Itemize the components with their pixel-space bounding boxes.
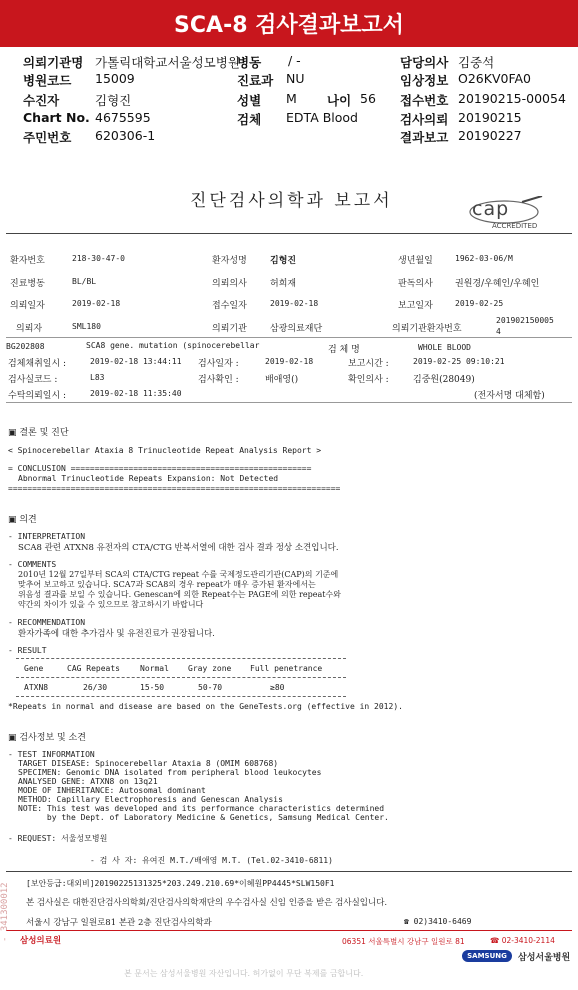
certification-line: 본 검사실은 대한진단검사의학회/진단검사의학재단의 우수검사실 신임 인증을 받은 검사실입니다. [26, 898, 388, 908]
smc-logo-text: 삼성서울병원 [518, 953, 571, 963]
requester-value: SML180 [72, 322, 101, 331]
hospital-code-value: 15009 [95, 71, 135, 86]
cap-accredited-logo [466, 196, 546, 232]
section-conclusion: ▣ 결론 및 진단 [8, 428, 69, 438]
lab-code-value: L83 [90, 373, 105, 382]
requesting-institution-label: 의뢰기관 [212, 324, 247, 334]
table-header-fullpen: Full penetrance [250, 664, 323, 673]
interpretation-text: SCA8 관련 ATXN8 유전자의 CTA/CTG 반복서열에 대한 검사 결과 정상 소견입니다. [18, 543, 339, 553]
test-date-label: 검사일자 : [198, 359, 239, 369]
test-confirm-value: 배애영() [265, 375, 299, 385]
id-value: 620306-1 [95, 128, 156, 143]
confirm-doctor-label: 확인의사 : [348, 375, 389, 385]
comments-line-3: 위음성 결과를 보일 수 있습니다. Genescan에 의한 Repeat수는 PAGE에 의한 repeat수와 [18, 590, 341, 599]
collection-time-value: 2019-02-18 13:44:11 [90, 357, 182, 366]
interpretation-heading: - INTERPRETATION [8, 532, 86, 541]
patient-value: 김형진 [95, 93, 132, 108]
institution-label: 의뢰기관명 [23, 55, 84, 70]
age-label: 나이 [327, 93, 352, 108]
sex-label: 성별 [237, 93, 262, 108]
commission-time-label: 수탁의뢰일시 : [8, 391, 67, 401]
dob-label: 생년월일 [398, 256, 433, 266]
institution-patient-no-tail: 4 [496, 327, 501, 336]
cap-text: cap [472, 198, 510, 220]
report-time-label: 보고시간 : [348, 359, 389, 369]
table-cell-normal: 15-50 [140, 683, 165, 692]
comments-heading: - COMMENTS [8, 560, 57, 569]
test-info-line-2: SPECIMEN: Genomic DNA isolated from peripheral blood leukocytes [18, 768, 322, 777]
test-info-heading: - TEST INFORMATION [8, 750, 95, 759]
analysis-report-title: < Spinocerebellar Ataxia 8 Trinucleotide Repeat Analysis Report > [8, 446, 322, 455]
lab-code-label: 검사실코드 : [8, 375, 58, 385]
request-date-value: 2019-02-18 [72, 299, 121, 308]
clinical-value: O26KV0FA0 [458, 71, 531, 86]
table-header-normal: Normal [140, 664, 169, 673]
lab-phone: ☎ 02)3410-6469 [404, 917, 472, 926]
referring-doctor-label: 의뢰의사 [212, 279, 247, 289]
test-info-line-3: ANALYSED GENE: ATXN8 on 13q21 [18, 777, 158, 786]
patient-label: 수진자 [23, 93, 60, 108]
comments-line-4: 약간의 차이가 있을 수 있으므로 참고하시기 바랍니다 [18, 600, 204, 609]
test-date-value: 2019-02-18 [265, 357, 314, 366]
section-test-info: ▣ 검사정보 및 소견 [8, 733, 86, 743]
report-title: SCA-8 검사결과보고서 [0, 0, 578, 47]
footer-phone: ☎ 02-3410-2114 [490, 936, 555, 945]
institution-patient-no-label: 의뢰기관환자번호 [392, 324, 462, 334]
result-heading: - RESULT [8, 646, 47, 655]
commission-time-value: 2019-02-18 11:35:40 [90, 389, 182, 398]
samsung-logo: SAMSUNG [462, 950, 512, 962]
comments-line-2: 맞추어 보고하고 있습니다. SCA7과 SCA8의 경우 repeat가 매우 증가된 환자에서는 [18, 580, 316, 589]
test-code: BG202808 [6, 342, 45, 351]
request-label: 검사의뢰 [400, 112, 449, 127]
collection-time-label: 검체채취일시 : [8, 359, 67, 369]
reading-doctor-label: 판독의사 [398, 279, 433, 289]
hospital-code-label: 병원코드 [23, 73, 72, 88]
section-opinion: ▣ 의견 [8, 515, 37, 525]
test-info-line-6: NOTE: This test was developed and its performance characteristics determined [18, 804, 385, 813]
report-date-label: 결과보고 [400, 130, 449, 145]
referring-doctor-value: 허희재 [270, 279, 297, 289]
conclusion-text: Abnormal Trinucleotide Repeats Expansion: Not Detected [18, 474, 279, 483]
receipt-label: 접수번호 [400, 93, 449, 108]
table-header-gene: Gene [24, 664, 44, 673]
table-cell-cag: 26/30 [83, 683, 108, 692]
receipt-value: 20190215-00054 [458, 91, 566, 106]
doctor-label: 담당의사 [400, 55, 449, 70]
dept-value: NU [286, 71, 305, 86]
conclusion-heading: = CONCLUSION ================================================== [8, 464, 312, 473]
footer-address: 06351 서울특별시 강남구 일원로 81 [342, 937, 465, 946]
copyright-notice: 본 문서는 삼성서울병원 자산입니다. 허가없이 무단 복제를 금합니다. [124, 969, 364, 978]
receipt-date-label: 접수일자 [212, 301, 247, 311]
document-title: 진단검사의학과 보고서 [190, 191, 393, 211]
scanned-report [0, 170, 578, 990]
age-value: 56 [360, 91, 376, 106]
test-info-line-7: by the Dept. of Laboratory Medicine & Genetics, Samsung Medical Center. [18, 813, 389, 822]
specimen-name-value: WHOLE BLOOD [418, 343, 471, 352]
patient-no-label: 환자번호 [10, 256, 45, 266]
sex-value: M [286, 91, 297, 106]
ward-label: 병동 [237, 55, 262, 70]
test-confirm-label: 검사확인 : [198, 375, 239, 385]
ward-value-2: BL/BL [72, 277, 97, 286]
clinical-label: 임상정보 [400, 73, 449, 88]
cap-subtext: ACCREDITED [492, 222, 538, 230]
request-date-label: 의뢰일자 [10, 301, 45, 311]
specimen-label: 검체 [237, 112, 262, 127]
receipt-date-value: 2019-02-18 [270, 299, 319, 308]
lab-address: 서울시 강남구 일원로81 본관 2층 진단검사의학과 [26, 918, 212, 928]
report-time-value: 2019-02-25 09:10:21 [413, 357, 505, 366]
patient-no-value: 218-30-47-0 [72, 254, 125, 263]
test-info-line-5: METHOD: Capillary Electrophoresis and Genescan Analysis [18, 795, 283, 804]
side-watermark: - 341300012 [0, 882, 10, 942]
recommendation-heading: - RECOMMENDATION [8, 618, 86, 627]
report-date-label-2: 보고일자 [398, 301, 433, 311]
conclusion-rule: ===================================================================== [8, 484, 341, 493]
patient-name-label: 환자성명 [212, 256, 247, 266]
request-line: - REQUEST: 서울성모병원 [8, 834, 108, 843]
patient-name-value: 김형진 [270, 256, 297, 266]
table-cell-grayzone: 50-70 [198, 683, 223, 692]
dept-label: 진료과 [237, 73, 274, 88]
reading-doctor-value: 권원경/우혜인/우혜인 [455, 279, 540, 289]
table-cell-fullpen: ≥80 [270, 683, 285, 692]
requesting-institution-value: 삼광의료재단 [270, 324, 323, 334]
test-info-line-4: MODE OF INHERITANCE: Autosomal dominant [18, 786, 206, 795]
security-line: [보안등급:대외비]20190225131325*203.249.210.69*이혜원PP4445*SLW150F1 [26, 879, 335, 888]
ward-label-2: 진료병동 [10, 279, 45, 289]
specimen-name-label: 검 체 명 [328, 345, 360, 355]
test-name: SCA8 gene. mutation (spinocerebellar [86, 341, 260, 350]
report-date-value: 20190227 [458, 128, 522, 143]
comments-line-1: 2010년 12월 27일부터 SCA의 CTA/CTG repeat 수를 국제정도관리기관(CAP)의 기준에 [18, 570, 339, 579]
institution-patient-no-value: 201902150005 [496, 316, 554, 325]
footer-brand: 삼성의료원 [20, 936, 62, 946]
table-cell-gene: ATXN8 [24, 683, 49, 692]
table-header-grayzone: Gray zone [188, 664, 232, 673]
table-header-cag: CAG Repeats [67, 664, 120, 673]
request-value: 20190215 [458, 110, 522, 125]
doctor-value: 김중석 [458, 55, 495, 70]
institution-value: 가톨릭대학교서울성모병원 [95, 55, 240, 70]
tester-line: - 검 사 자: 유여진 M.T./배애영 M.T. (Tel.02-3410-6811) [90, 856, 333, 865]
e-signature-note: (전자서명 대체함) [474, 391, 545, 401]
report-date-value-2: 2019-02-25 [455, 299, 504, 308]
chart-label: Chart No. [23, 110, 90, 125]
requester-label: 의뢰자 [16, 324, 43, 334]
table-footnote: *Repeats in normal and disease are based on the GeneTests.org (effective in 2012). [8, 702, 403, 711]
id-label: 주민번호 [23, 130, 72, 145]
test-info-line-1: TARGET DISEASE: Spinocerebellar Ataxia 8 (OMIM 608768) [18, 759, 279, 768]
ward-value: / - [288, 53, 301, 68]
confirm-doctor-value: 김중원(28049) [413, 375, 475, 385]
recommendation-text: 환자가족에 대한 추가검사 및 유전진료가 권장됩니다. [18, 629, 215, 639]
chart-value: 4675595 [95, 110, 151, 125]
dob-value: 1962-03-06/M [455, 254, 513, 263]
specimen-value: EDTA Blood [286, 110, 358, 125]
